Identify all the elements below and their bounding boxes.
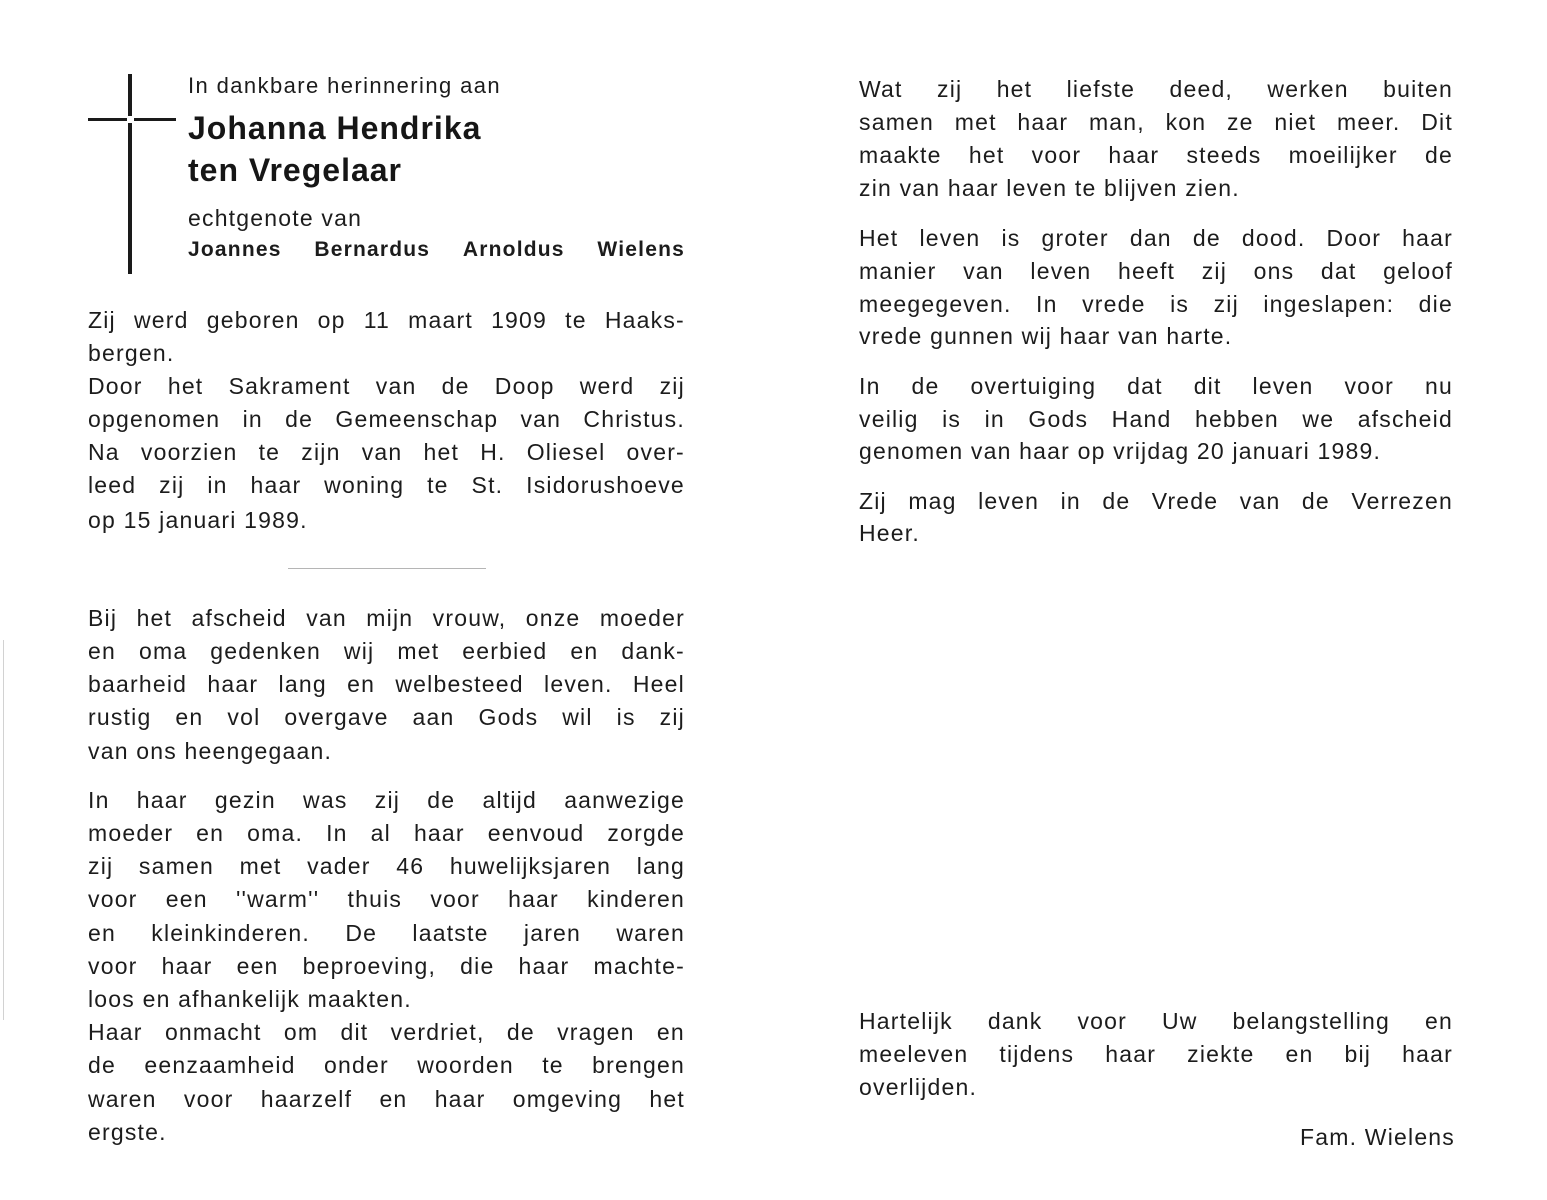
word: man, bbox=[1088, 109, 1145, 135]
word: voor bbox=[183, 1086, 234, 1112]
word: Isidorushoeve bbox=[526, 472, 685, 498]
word: Gemeenschap bbox=[335, 406, 499, 432]
word: tijdens bbox=[999, 1041, 1075, 1067]
word: In bbox=[859, 373, 881, 399]
word: haar bbox=[207, 671, 259, 697]
word: aanwezige bbox=[564, 787, 685, 813]
word: zij bbox=[159, 472, 185, 498]
word: kleinkinderen. bbox=[151, 920, 311, 946]
text-line bbox=[859, 1040, 1453, 1068]
word: haar bbox=[434, 1086, 486, 1112]
word: wil bbox=[562, 704, 593, 730]
text-line bbox=[88, 919, 685, 947]
family-signature: Fam. Wielens bbox=[1300, 1124, 1455, 1150]
word: manier bbox=[859, 258, 937, 284]
word: van bbox=[361, 439, 403, 465]
word: Bij bbox=[88, 605, 118, 631]
word: ingeslapen: bbox=[1263, 291, 1395, 317]
text-line: bergen. bbox=[88, 340, 175, 366]
word: groter bbox=[1041, 225, 1109, 251]
word: aan bbox=[412, 704, 455, 730]
word: hebben bbox=[1194, 406, 1279, 432]
word: maart bbox=[408, 307, 473, 333]
text-line bbox=[88, 952, 685, 980]
word: De bbox=[345, 920, 378, 946]
word: is bbox=[616, 704, 636, 730]
word: werd bbox=[579, 373, 635, 399]
word: Na bbox=[88, 439, 120, 465]
word: opgenomen bbox=[88, 406, 221, 432]
word: vrede bbox=[1082, 291, 1146, 317]
word: is bbox=[1001, 225, 1021, 251]
word: leven bbox=[978, 488, 1040, 514]
deceased-name-line1: Johanna Hendrika bbox=[188, 110, 482, 146]
word: gezin bbox=[214, 787, 276, 813]
word: onmacht bbox=[164, 1019, 262, 1045]
word: is bbox=[942, 406, 962, 432]
word: moeilijker bbox=[1288, 142, 1398, 168]
word: meer. bbox=[1336, 109, 1401, 135]
word: van bbox=[375, 373, 417, 399]
word: vrouw, bbox=[432, 605, 507, 631]
word: de bbox=[88, 1052, 116, 1078]
word: het bbox=[167, 373, 204, 399]
word: dank bbox=[987, 1008, 1043, 1034]
word: zorgde bbox=[607, 820, 685, 846]
word: leed bbox=[88, 472, 137, 498]
text-line bbox=[859, 290, 1453, 318]
word: een bbox=[236, 953, 279, 979]
word: leven bbox=[1252, 373, 1314, 399]
word: wij bbox=[343, 638, 375, 664]
text-line bbox=[88, 786, 685, 814]
word: meegegeven. bbox=[859, 291, 1012, 317]
word: dank- bbox=[621, 638, 685, 664]
text-line: Heer. bbox=[859, 520, 920, 546]
word: Het bbox=[859, 225, 899, 251]
word: kon bbox=[1165, 109, 1207, 135]
text-line: loos en afhankelijk maakten. bbox=[88, 986, 412, 1012]
word: moeder bbox=[599, 605, 685, 631]
word: meeleven bbox=[859, 1041, 969, 1067]
spouse-label: echtgenote van bbox=[188, 205, 363, 231]
spouse-name-word: Wielens bbox=[597, 238, 685, 261]
word: leven. bbox=[544, 671, 613, 697]
word: vragen bbox=[557, 1019, 635, 1045]
word: Gods bbox=[1028, 406, 1089, 432]
text-line bbox=[88, 703, 685, 731]
word: Door bbox=[1326, 225, 1382, 251]
word: en bbox=[175, 704, 204, 730]
spouse-name bbox=[188, 238, 685, 262]
word: van bbox=[306, 605, 347, 631]
word: Haaks- bbox=[604, 307, 685, 333]
word: werken bbox=[1267, 76, 1349, 102]
text-line: ergste. bbox=[88, 1119, 167, 1145]
word: en bbox=[347, 671, 376, 697]
word: Sakrament bbox=[228, 373, 351, 399]
text-line bbox=[88, 885, 685, 913]
word: over- bbox=[626, 439, 685, 465]
word: rustig bbox=[88, 704, 152, 730]
word: steeds bbox=[1186, 142, 1262, 168]
word: 46 bbox=[396, 853, 425, 879]
word: voor bbox=[1031, 142, 1082, 168]
word: was bbox=[303, 787, 348, 813]
text-line bbox=[88, 438, 685, 466]
word: voor bbox=[1077, 1008, 1128, 1034]
word: mijn bbox=[366, 605, 414, 631]
text-line bbox=[859, 224, 1453, 252]
word: heeft bbox=[1117, 258, 1176, 284]
text-line: van ons heengegaan. bbox=[88, 738, 333, 764]
word: zij bbox=[1213, 291, 1239, 317]
word: machte- bbox=[593, 953, 685, 979]
word: thuis bbox=[347, 886, 403, 912]
word: baarheid bbox=[88, 671, 188, 697]
word: Haar bbox=[88, 1019, 143, 1045]
word: haar bbox=[518, 953, 570, 979]
word: liefste bbox=[1066, 76, 1136, 102]
word: zij bbox=[88, 853, 114, 879]
word: Hartelijk bbox=[859, 1008, 953, 1034]
text-line bbox=[88, 852, 685, 880]
word: dat bbox=[1320, 258, 1357, 284]
word: de bbox=[911, 373, 940, 399]
word: H. bbox=[480, 439, 506, 465]
word: onze bbox=[525, 605, 581, 631]
text-line: vrede gunnen wij haar van harte. bbox=[859, 323, 1233, 349]
word: de bbox=[285, 406, 314, 432]
text-line bbox=[88, 471, 685, 499]
word: eenzaamheid bbox=[144, 1052, 296, 1078]
word: buiten bbox=[1383, 76, 1453, 102]
word: zijn bbox=[301, 439, 341, 465]
word: de bbox=[1192, 225, 1221, 251]
word: ons bbox=[1253, 258, 1295, 284]
word: van bbox=[1239, 488, 1281, 514]
text-line bbox=[859, 75, 1453, 103]
text-line bbox=[88, 372, 685, 400]
word: Wat bbox=[859, 76, 903, 102]
text-line bbox=[88, 1085, 685, 1113]
text-line bbox=[88, 637, 685, 665]
word: om bbox=[283, 1019, 319, 1045]
word: in bbox=[984, 406, 1005, 432]
word: het bbox=[996, 76, 1033, 102]
text-line bbox=[88, 306, 685, 334]
word: de bbox=[1301, 488, 1330, 514]
word: oma bbox=[138, 638, 188, 664]
word: haar bbox=[136, 787, 188, 813]
word: brengen bbox=[592, 1052, 685, 1078]
word: lang bbox=[278, 671, 327, 697]
word: op bbox=[317, 307, 346, 333]
text-line bbox=[88, 819, 685, 847]
text-line: genomen van haar op vrijdag 20 januari 1989. bbox=[859, 438, 1382, 464]
word: en bbox=[656, 1019, 685, 1045]
word: leven bbox=[1030, 258, 1092, 284]
word: werd bbox=[133, 307, 189, 333]
word: In bbox=[88, 787, 110, 813]
word: jaren bbox=[523, 920, 582, 946]
word: de bbox=[1425, 142, 1453, 168]
text-line bbox=[859, 141, 1453, 169]
word: haar bbox=[1105, 1041, 1157, 1067]
spouse-name-word: Arnoldus bbox=[462, 238, 565, 261]
word: we bbox=[1302, 406, 1335, 432]
word: Zij bbox=[88, 307, 116, 333]
text-line bbox=[859, 257, 1453, 285]
word: te bbox=[542, 1052, 564, 1078]
word: het bbox=[136, 605, 173, 631]
word: afscheid bbox=[1357, 406, 1453, 432]
word: en bbox=[379, 1086, 408, 1112]
word: met bbox=[954, 109, 997, 135]
word: haar bbox=[413, 820, 465, 846]
word: voorzien bbox=[140, 439, 238, 465]
word: te bbox=[427, 472, 449, 498]
spouse-name-word: Bernardus bbox=[314, 238, 431, 261]
word: en bbox=[88, 638, 116, 664]
word: zij bbox=[659, 373, 685, 399]
word: nu bbox=[1424, 373, 1453, 399]
word: voor bbox=[1344, 373, 1395, 399]
word: bij bbox=[1344, 1041, 1372, 1067]
word: ziekte bbox=[1187, 1041, 1255, 1067]
word: de bbox=[1102, 488, 1131, 514]
word: haar bbox=[1108, 142, 1160, 168]
word: St. bbox=[471, 472, 504, 498]
word: haar bbox=[1017, 109, 1069, 135]
word: het bbox=[968, 142, 1005, 168]
text-line: overlijden. bbox=[859, 1074, 978, 1100]
word: 11 bbox=[363, 307, 391, 333]
word: dit bbox=[340, 1019, 369, 1045]
text-line bbox=[88, 670, 685, 698]
word: in bbox=[1060, 488, 1081, 514]
word: haar bbox=[250, 472, 302, 498]
cross-gap bbox=[127, 116, 134, 123]
intro-text: In dankbare herinnering aan bbox=[188, 73, 502, 98]
word: en bbox=[1424, 1008, 1453, 1034]
text-line bbox=[859, 1007, 1453, 1035]
word: huwelijksjaren bbox=[449, 853, 612, 879]
text-line bbox=[88, 1018, 685, 1046]
word: vol bbox=[227, 704, 261, 730]
word: de bbox=[427, 787, 456, 813]
word: de bbox=[441, 373, 470, 399]
text-line bbox=[859, 405, 1453, 433]
word: die bbox=[460, 953, 495, 979]
word: altijd bbox=[482, 787, 537, 813]
word: en bbox=[1285, 1041, 1314, 1067]
word: niet bbox=[1274, 109, 1317, 135]
word: dan bbox=[1129, 225, 1172, 251]
word: samen bbox=[138, 853, 214, 879]
word: en bbox=[196, 820, 225, 846]
word: Verrezen bbox=[1351, 488, 1453, 514]
word: Vrede bbox=[1151, 488, 1219, 514]
word: die bbox=[1418, 291, 1453, 317]
word: te bbox=[565, 307, 587, 333]
word: met bbox=[397, 638, 440, 664]
word: deed, bbox=[1169, 76, 1234, 102]
word: onder bbox=[324, 1052, 389, 1078]
text-line: zin van haar leven te blijven zien. bbox=[859, 175, 1240, 201]
word: eenvoud bbox=[487, 820, 585, 846]
word: verdriet, bbox=[390, 1019, 485, 1045]
word: maakte bbox=[859, 142, 942, 168]
word: Zij bbox=[859, 488, 887, 514]
word: en bbox=[88, 920, 116, 946]
word: oma. bbox=[247, 820, 304, 846]
text-line bbox=[859, 487, 1453, 515]
word: dood. bbox=[1241, 225, 1306, 251]
word: ze bbox=[1226, 109, 1254, 135]
word: al bbox=[370, 820, 391, 846]
word: samen bbox=[859, 109, 935, 135]
word: Oliesel bbox=[526, 439, 606, 465]
word: het bbox=[649, 1086, 685, 1112]
word: haar bbox=[1402, 225, 1453, 251]
spouse-name-word: Joannes bbox=[188, 238, 282, 261]
word: Hand bbox=[1111, 406, 1172, 432]
word: met bbox=[239, 853, 282, 879]
word: belangstelling bbox=[1232, 1008, 1391, 1034]
word: In bbox=[1036, 291, 1058, 317]
scan-edge-line bbox=[3, 640, 4, 1020]
word: van bbox=[520, 406, 562, 432]
word: het bbox=[423, 439, 460, 465]
word: te bbox=[258, 439, 281, 465]
word: overtuiging bbox=[970, 373, 1097, 399]
word: laatste bbox=[412, 920, 489, 946]
word: in bbox=[207, 472, 228, 498]
word: zij bbox=[937, 76, 963, 102]
word: woning bbox=[324, 472, 405, 498]
word: overgave bbox=[284, 704, 389, 730]
word: ''warm'' bbox=[235, 886, 320, 912]
text-line bbox=[88, 604, 685, 632]
word: haarzelf bbox=[260, 1086, 353, 1112]
word: voor bbox=[430, 886, 480, 912]
deceased-name-line2: ten Vregelaar bbox=[188, 152, 402, 188]
word: dat bbox=[1127, 373, 1163, 399]
word: Dit bbox=[1421, 109, 1453, 135]
word: Gods bbox=[478, 704, 539, 730]
word: haar bbox=[508, 886, 559, 912]
text-line bbox=[859, 372, 1453, 400]
word: is bbox=[1170, 291, 1190, 317]
word: lang bbox=[636, 853, 685, 879]
word: een bbox=[165, 886, 208, 912]
word: Heel bbox=[632, 671, 685, 697]
word: waren bbox=[616, 920, 685, 946]
word: woorden bbox=[417, 1052, 514, 1078]
word: in bbox=[242, 406, 263, 432]
word: In bbox=[326, 820, 348, 846]
text-line bbox=[88, 405, 685, 433]
word: Doop bbox=[494, 373, 555, 399]
text-line bbox=[88, 1051, 685, 1079]
word: van bbox=[963, 258, 1004, 284]
word: moeder bbox=[88, 820, 174, 846]
word: gedenken bbox=[210, 638, 321, 664]
word: haar bbox=[161, 953, 213, 979]
word: en bbox=[570, 638, 599, 664]
word: de bbox=[506, 1019, 535, 1045]
word: omgeving bbox=[512, 1086, 623, 1112]
word: geboren bbox=[206, 307, 300, 333]
word: zij bbox=[659, 704, 685, 730]
word: voor bbox=[88, 886, 138, 912]
word: eerbied bbox=[462, 638, 548, 664]
word: Uw bbox=[1161, 1008, 1198, 1034]
word: Christus. bbox=[583, 406, 685, 432]
word: haar bbox=[1402, 1041, 1453, 1067]
word: mag bbox=[908, 488, 957, 514]
text-line bbox=[859, 108, 1453, 136]
word: afscheid bbox=[191, 605, 287, 631]
word: welbesteed bbox=[395, 671, 524, 697]
word: vader bbox=[307, 853, 371, 879]
text-line: op 15 januari 1989. bbox=[88, 507, 308, 533]
word: dit bbox=[1193, 373, 1222, 399]
word: zij bbox=[374, 787, 401, 813]
word: leven bbox=[919, 225, 981, 251]
word: veilig bbox=[859, 406, 919, 432]
word: geloof bbox=[1383, 258, 1453, 284]
cross-vertical-bar bbox=[128, 74, 132, 274]
word: Door bbox=[88, 373, 143, 399]
word: waren bbox=[88, 1086, 157, 1112]
word: zij bbox=[1201, 258, 1228, 284]
word: kinderen bbox=[587, 886, 685, 912]
section-divider bbox=[288, 568, 486, 569]
word: 1909 bbox=[491, 307, 548, 333]
word: voor bbox=[88, 953, 138, 979]
word: beproeving, bbox=[302, 953, 437, 979]
